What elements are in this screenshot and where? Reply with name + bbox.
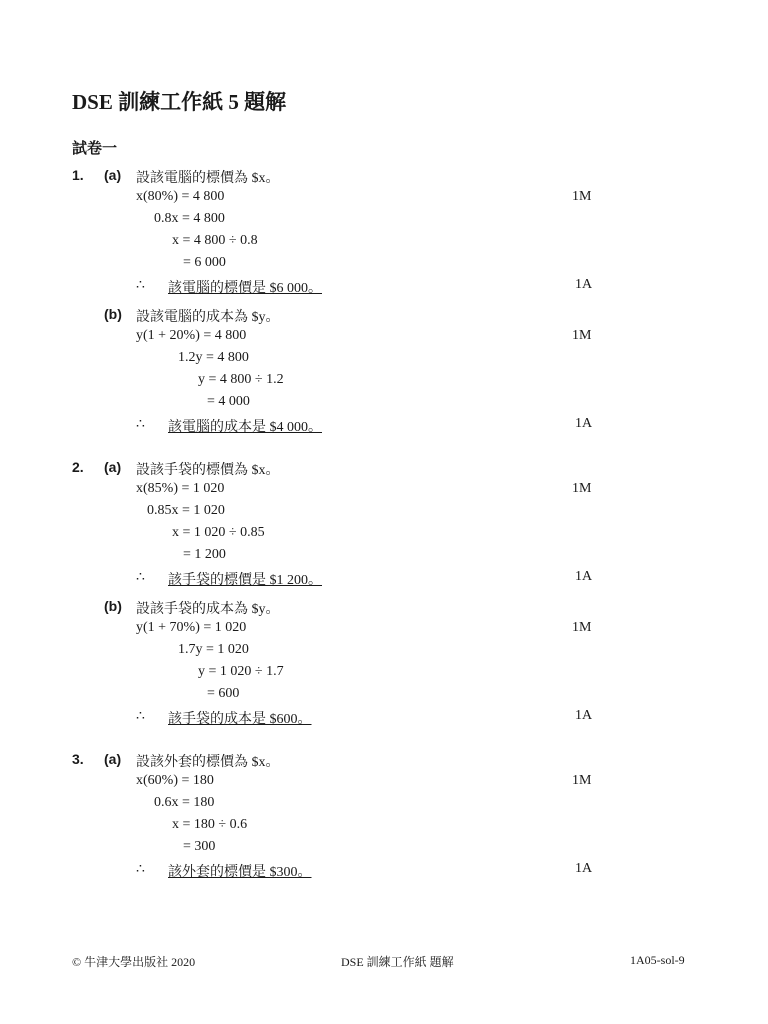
section-heading: 試卷一 [72,141,118,157]
solution-line: 設該手袋的成本為 $y。 [136,602,280,617]
solution-line: 設該外套的標價為 $x。 [136,755,280,770]
mark-label: 1M [572,328,592,343]
page-title: DSE 訓練工作紙 5 題解 [72,90,287,114]
therefore-symbol: ∴ [136,709,145,724]
conclusion-line: 該手袋的標價是 $1 200。 [168,573,322,588]
question-number-3: 3. [72,751,84,767]
mark-label: 1M [572,620,592,635]
mark-label: 1A [575,569,593,584]
solution-line: = 600 [207,686,240,701]
part-label-2a: (a) [104,459,122,475]
solution-line: y = 1 020 ÷ 1.7 [198,664,284,679]
mark-label: 1A [575,416,593,431]
conclusion-line: 該手袋的成本是 $600。 [168,712,312,727]
solution-line: y(1 + 20%) = 4 800 [136,328,247,343]
mark-label: 1A [575,708,593,723]
mark-label: 1M [572,481,592,496]
mark-label: 1A [575,277,593,292]
conclusion-line: 該電腦的成本是 $4 000。 [168,420,322,435]
part-label-3a: (a) [104,751,122,767]
solution-line: 0.8x = 4 800 [154,211,225,226]
solution-line: = 6 000 [183,255,226,270]
conclusion-line: 該外套的標價是 $300。 [168,865,312,880]
mark-label: 1M [572,773,592,788]
solution-line: = 1 200 [183,547,226,562]
solution-line: 設該電腦的標價為 $x。 [136,171,280,186]
solution-line: x = 180 ÷ 0.6 [172,817,248,832]
solution-line: = 4 000 [207,394,250,409]
solution-line: 0.85x = 1 020 [147,503,225,518]
solution-line: y(1 + 70%) = 1 020 [136,620,247,635]
question-number-1: 1. [72,167,84,183]
footer-page-code: 1A05-sol-9 [630,953,685,967]
footer-copyright: © 牛津大學出版社 2020 [72,955,196,969]
solution-line: x = 1 020 ÷ 0.85 [172,525,265,540]
footer-title: DSE 訓練工作紙 題解 [341,955,454,969]
question-number-2: 2. [72,459,84,475]
therefore-symbol: ∴ [136,278,145,293]
solution-line: 設該電腦的成本為 $y。 [136,310,280,325]
solution-line: = 300 [183,839,216,854]
mark-label: 1M [572,189,592,204]
solution-line: x(80%) = 4 800 [136,189,225,204]
solution-line: x(60%) = 180 [136,773,214,788]
solution-line: y = 4 800 ÷ 1.2 [198,372,284,387]
therefore-symbol: ∴ [136,570,145,585]
solution-line: x(85%) = 1 020 [136,481,225,496]
part-label-1b: (b) [104,306,122,322]
solution-line: x = 4 800 ÷ 0.8 [172,233,258,248]
part-label-2b: (b) [104,598,122,614]
therefore-symbol: ∴ [136,417,145,432]
solution-line: 1.7y = 1 020 [178,642,249,657]
solution-line: 設該手袋的標價為 $x。 [136,463,280,478]
mark-label: 1A [575,861,593,876]
part-label-1a: (a) [104,167,122,183]
therefore-symbol: ∴ [136,862,145,877]
conclusion-line: 該電腦的標價是 $6 000。 [168,281,322,296]
solution-line: 0.6x = 180 [154,795,215,810]
solution-line: 1.2y = 4 800 [178,350,249,365]
